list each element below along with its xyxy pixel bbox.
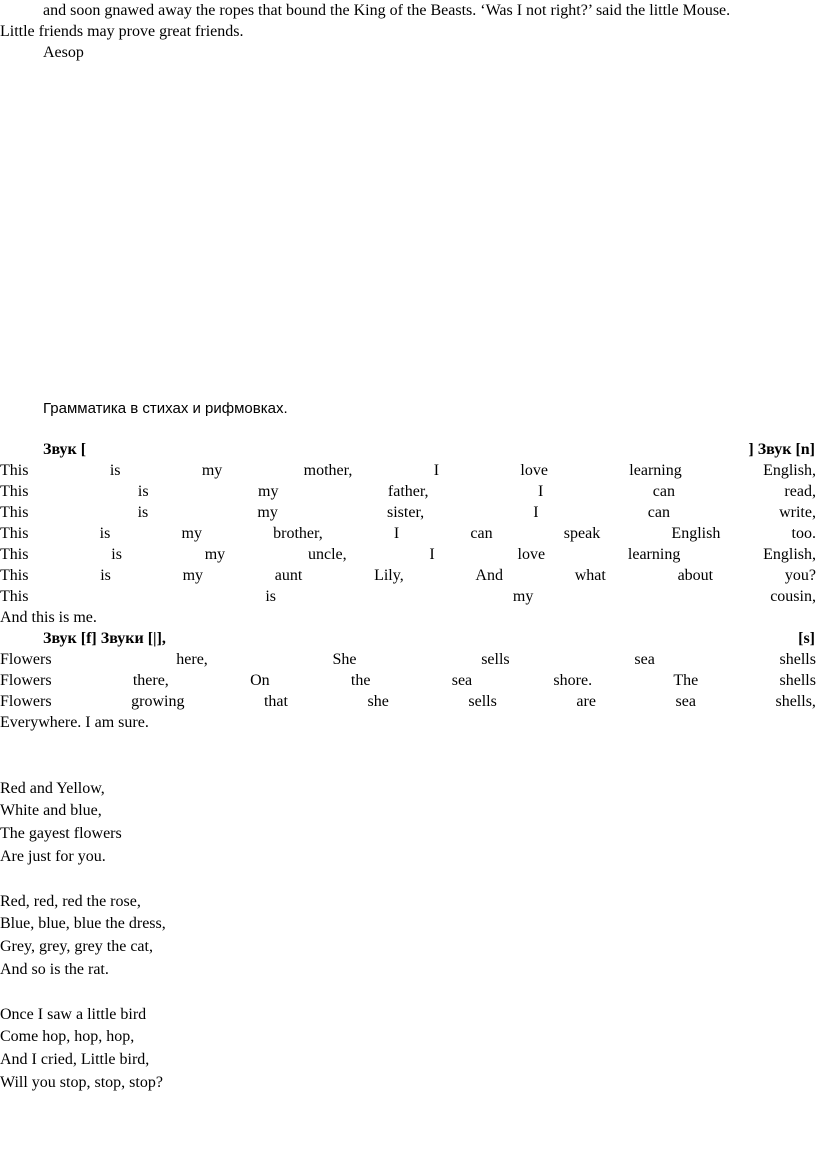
word: I <box>393 525 400 542</box>
poem-1-line-3: The gayest flowers <box>0 825 122 842</box>
fable-line-2: Little friends may prove great friends. <box>0 23 244 40</box>
word: is <box>265 588 276 605</box>
word: I <box>538 483 544 500</box>
poem-1-line-1: Red and Yellow, <box>0 780 105 797</box>
word: my <box>257 504 278 521</box>
poem-3-line-4: Will you stop, stop, stop? <box>0 1074 163 1091</box>
word: are <box>576 693 596 710</box>
word: English <box>671 525 721 542</box>
verse-row <box>0 481 816 502</box>
word: that <box>263 693 288 710</box>
word: Flowers <box>0 672 52 689</box>
sound-heading-1-left: Звук [ <box>43 441 87 458</box>
sound-heading-2-right: [s] <box>798 630 815 647</box>
word: growing <box>131 693 185 710</box>
word: sea <box>675 693 696 710</box>
word: shells <box>779 651 816 668</box>
word: is <box>109 462 121 479</box>
word: This <box>0 525 29 542</box>
word: sells <box>481 651 510 668</box>
word: here, <box>176 651 208 668</box>
verse-last-line: And this is me. <box>0 609 97 626</box>
word: love <box>520 462 548 479</box>
verse-row <box>0 691 816 712</box>
word: This <box>0 483 29 500</box>
poem-3-line-3: And I cried, Little bird, <box>0 1051 150 1068</box>
word: Flowers <box>0 651 52 668</box>
word: sells <box>468 693 497 710</box>
word: aunt <box>274 567 303 584</box>
word: mother, <box>303 462 353 479</box>
word: is <box>137 483 149 500</box>
word: is <box>111 546 122 563</box>
word: my <box>201 462 223 479</box>
word: And <box>475 567 503 584</box>
word: speak <box>563 525 601 542</box>
word: This <box>0 462 29 479</box>
word: shore. <box>553 672 593 689</box>
word: sea <box>451 672 473 689</box>
word: write, <box>779 504 816 521</box>
word: there, <box>132 672 169 689</box>
word: This <box>0 546 29 563</box>
word: read, <box>784 483 816 500</box>
word: uncle, <box>307 546 347 563</box>
word: Flowers <box>0 693 52 710</box>
word: The <box>673 672 699 689</box>
word: my <box>181 525 202 542</box>
word: can <box>652 483 675 500</box>
poem-2-line-1: Red, red, red the rose, <box>0 893 141 910</box>
poem-3-line-1: Once I saw a little bird <box>0 1006 147 1023</box>
sound-heading-1 <box>0 439 816 460</box>
word: what <box>574 567 606 584</box>
word: sister, <box>387 504 425 521</box>
word: the <box>350 672 371 689</box>
verse-row <box>0 460 816 481</box>
word: sea <box>634 651 655 668</box>
word: She <box>332 651 357 668</box>
word: my <box>258 483 279 500</box>
word: my <box>512 588 534 605</box>
word: father, <box>387 483 429 500</box>
verse-last-line: Everywhere. I am sure. <box>0 714 149 731</box>
poem-3-line-2: Come hop, hop, hop, <box>0 1028 135 1045</box>
word: learning <box>629 462 682 479</box>
word: cousin, <box>770 588 816 605</box>
word: I <box>429 546 435 563</box>
verse-row <box>0 502 816 523</box>
sound-heading-1-right: ] Звук [n] <box>748 441 815 458</box>
word: is <box>99 525 111 542</box>
word: brother, <box>273 525 323 542</box>
fable-author: Aesop <box>43 44 84 61</box>
grammar-heading: Грамматика в стихах и рифмовках. <box>43 400 288 417</box>
word: I <box>533 504 539 521</box>
poem-1-line-2: White and blue, <box>0 802 102 819</box>
word: English, <box>763 546 816 563</box>
word: you? <box>784 567 816 584</box>
word: can <box>647 504 670 521</box>
word: On <box>250 672 270 689</box>
word: This <box>0 504 29 521</box>
verse-row <box>0 544 816 565</box>
word: English, <box>763 462 816 479</box>
verse-row <box>0 649 816 670</box>
fable-line-1: and soon gnawed away the ropes that bound the King of the Beasts. ‘Was I not right?’ said the little Mouse. <box>43 2 731 19</box>
word: is <box>100 567 111 584</box>
word: This <box>0 588 29 605</box>
word: is <box>137 504 149 521</box>
sound-heading-2-left: Звук [f] Звуки [|], <box>43 630 166 647</box>
poem-2-line-2: Blue, blue, blue the dress, <box>0 915 166 932</box>
word: can <box>470 525 493 542</box>
word: I <box>433 462 440 479</box>
verse-row <box>0 670 816 691</box>
verse-row <box>0 586 816 607</box>
word: Lily, <box>374 567 404 584</box>
word: love <box>517 546 546 563</box>
sound-heading-2 <box>0 628 816 649</box>
word: This <box>0 567 29 584</box>
word: shells <box>779 672 816 689</box>
word: learning <box>627 546 681 563</box>
poem-1-line-4: Are just for you. <box>0 848 106 865</box>
word: she <box>367 693 389 710</box>
poem-2-line-4: And so is the rat. <box>0 961 109 978</box>
verse-row <box>0 565 816 586</box>
poem-2-line-3: Grey, grey, grey the cat, <box>0 938 153 955</box>
word: shells, <box>775 693 816 710</box>
verse-row <box>0 523 816 544</box>
word: about <box>677 567 714 584</box>
word: my <box>204 546 226 563</box>
word: my <box>182 567 204 584</box>
word: too. <box>791 525 816 542</box>
